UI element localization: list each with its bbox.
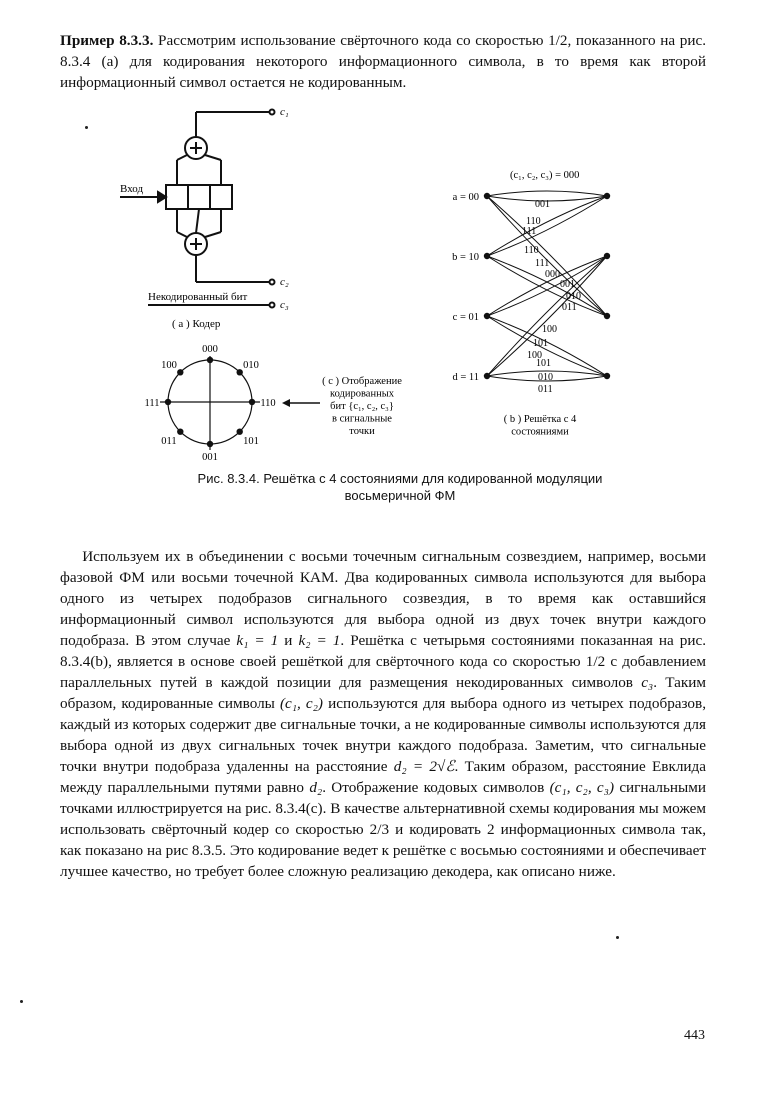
formula-c12: (c₁, c₂) [279, 695, 323, 712]
mapping-arrow-head [282, 399, 290, 407]
uncoded-bit-label: Некодированный бит [148, 291, 248, 303]
constellation-caption-line: в сигнальные [332, 413, 392, 425]
constellation-point-label: 110 [260, 398, 276, 409]
body-text-6: . Отображение кодовых символов [322, 779, 550, 796]
constellation-point-label: 100 [161, 359, 177, 371]
constellation-caption-line: ( c ) Отображение [322, 376, 402, 387]
constellation-point [249, 399, 255, 405]
trellis-branch-label: 101 [536, 358, 551, 369]
encoder-diagram [120, 110, 275, 308]
page-number: 443 [684, 1028, 705, 1043]
trellis-node [484, 313, 490, 319]
trellis-branch-label: 110 [524, 245, 539, 256]
trellis-header: (c₁, c₂, c₃) = 000 [510, 170, 580, 181]
example-heading: Пример 8.3.3. [60, 32, 154, 49]
constellation-caption-line: бит {c₁, c₂, c₃} [330, 401, 394, 412]
trellis-branch-label: 010 [538, 372, 553, 383]
figure-caption-line2: восьмеричной ФМ [344, 488, 456, 503]
trellis-branch-label: 010 [566, 291, 581, 302]
constellation-point-label: 101 [243, 436, 259, 448]
formula-d2: d₂ [309, 779, 323, 796]
trellis-node [604, 313, 610, 319]
encoder-input-label: Вход [120, 183, 144, 195]
trellis-node [604, 373, 610, 379]
trellis-branch-label: 101 [533, 338, 548, 349]
body-text-7: сигнальными точками иллюстрируется на рис. 8.3.4(c). В качестве альтернативной схемы кодирования мы можем использовать свёрточный кодер со скоростью 2/3 и кодировать 2 информационных символа так, как показано на рис 8.3.5. Это кодирование ведет к решётке с восьмью состояниями и обеспечивает лучшее качество, но требует более сложную реализацию декодера, как описано ниже. [60, 779, 706, 880]
figure-caption-line1: Рис. 8.3.4. Решётка с 4 состояниями для кодированной модуляции [197, 471, 603, 486]
formula-d2-eq: d₂ = 2√ℰ [393, 758, 455, 775]
figure-caption [190, 470, 610, 504]
constellation-point [207, 441, 213, 447]
trellis-node [484, 253, 490, 259]
intro-paragraph [60, 30, 706, 93]
constellation-point-label: 001 [202, 452, 218, 463]
figure-8-3-4 [90, 100, 650, 510]
constellation-caption-line: кодированных [330, 388, 394, 400]
trellis-branch-label: 110 [526, 216, 541, 227]
formula-c3: c₃ [641, 674, 654, 691]
trellis-branch-label: 111 [535, 258, 550, 269]
trellis-branch-label: 001 [560, 279, 575, 290]
formula-c123: (c₁, c₂, c₃) [549, 779, 615, 796]
body-paragraph [60, 546, 706, 882]
trellis-state-label: a = 00 [452, 192, 479, 203]
figure-diagram [90, 100, 650, 470]
body-text-3: . Таким образом, кодированные символы [60, 674, 706, 712]
trellis-branch [487, 196, 607, 316]
scan-speck [20, 1000, 23, 1003]
constellation-point-label: 000 [202, 344, 218, 355]
trellis-caption-line: ( b ) Решётка с 4 [503, 414, 577, 425]
trellis-state-label: d = 11 [452, 372, 479, 383]
trellis-caption-line: состояниями [511, 426, 569, 438]
body-text-1: Используем их в объединении с восьми точечным сигнальным созвездием, например, восьми фазовой ФМ или восьми точечной КАМ. Два кодированных символа используются для выбора одного из четырех подобразов сигнального созвездия, в то время как оставшийся информационный символ используются для выбора одной из двух точек внутри каждого подобраза. В этом случае [60, 548, 706, 649]
encoder-caption: ( a ) Кодер [172, 318, 221, 330]
constellation-point [236, 369, 242, 375]
trellis-branch [487, 196, 607, 316]
body-text-5: . Таким образом, расстояние Евклида между параллельными путями равно [60, 758, 707, 796]
trellis-state-label: c = 01 [452, 312, 479, 323]
trellis-node [604, 193, 610, 199]
intro-text: Рассмотрим использование свёрточного кода со скоростью 1/2, показанного на рис. 8.3.4 (а) для кодирования некоторого информационного символа, в то время как второй информационный символ остается не кодированным. [60, 32, 707, 91]
scan-speck [616, 936, 619, 939]
trellis-branch-label: 100 [542, 324, 557, 335]
constellation-point [236, 428, 242, 434]
trellis-branch-label: 011 [538, 384, 553, 395]
trellis-node [484, 373, 490, 379]
trellis-branch-label: 100 [527, 350, 542, 361]
constellation-point-label: 011 [161, 436, 177, 448]
body-text-and: и [278, 632, 299, 649]
trellis-branch-label: 111 [522, 226, 537, 237]
trellis-branch-label: 001 [535, 199, 550, 210]
trellis-state-label: b = 10 [452, 252, 479, 263]
constellation-point [177, 428, 183, 434]
trellis-branch-label: 000 [545, 269, 560, 280]
shift-register [166, 185, 232, 209]
body-text-4: используются для выбора одного из четырех подобразов, каждый из которых содержит две сигнальные точки, а не кодированные символы используются для выбора одной из двух сигнальных точек внутри каждого подобраза. Заметим, что сигнальные точки внутри подобраза удаленны на расстояние [60, 695, 706, 775]
formula-k2: k₂ = 1 [298, 632, 341, 649]
output-c3: c₃ [280, 299, 289, 311]
constellation-point [207, 357, 213, 363]
trellis-branch-label: 011 [562, 302, 577, 313]
output-c1: c₁ [280, 106, 289, 118]
input-arrow-head [158, 192, 166, 202]
constellation-point-label: 010 [243, 359, 259, 371]
constellation-point [165, 399, 171, 405]
output-c2: c₂ [280, 276, 289, 288]
scan-speck [85, 126, 88, 129]
constellation-point-label: 111 [144, 398, 160, 409]
body-text-2: . Решётка с четырьмя состояниями показанная на рис. 8.3.4(b), является в основе своей решёткой для свёрточного кода со скоростью 1/2 с добавлением параллельных путей в каждой позиции для размещения некодированных символов [60, 632, 706, 691]
trellis-node [604, 253, 610, 259]
trellis-node [484, 193, 490, 199]
constellation-point [177, 369, 183, 375]
formula-k1: k₁ = 1 [236, 632, 279, 649]
trellis-branch [487, 191, 607, 196]
trellis-diagram [452, 191, 610, 395]
constellation-caption-line: точки [349, 426, 375, 437]
